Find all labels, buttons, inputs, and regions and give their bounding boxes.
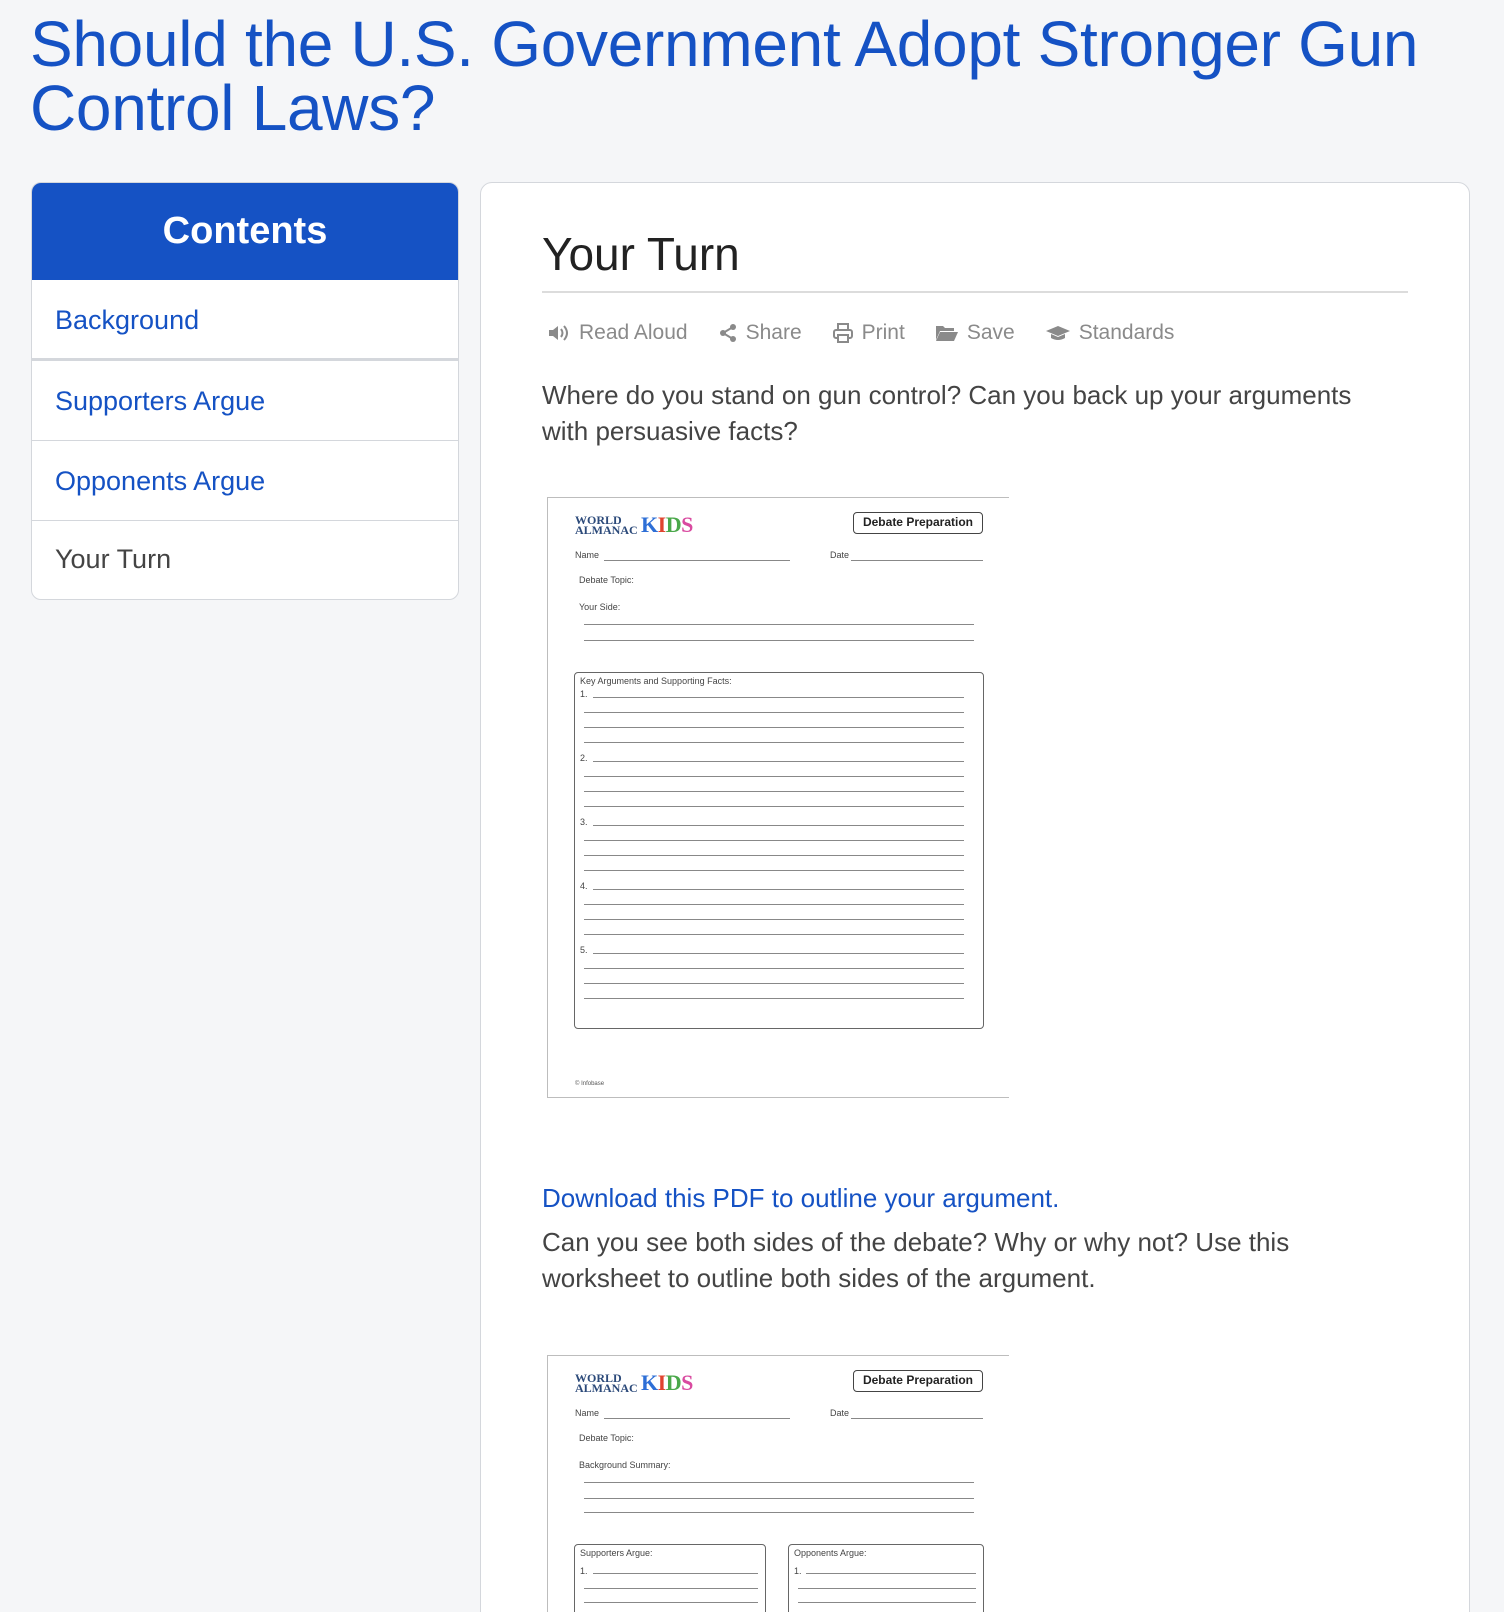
ws-line	[584, 1588, 758, 1589]
world-almanac-kids-logo	[575, 512, 693, 538]
ws-line	[806, 1573, 976, 1574]
save-button[interactable]	[935, 321, 1015, 345]
ws-line	[584, 840, 964, 841]
ws-line	[584, 640, 974, 641]
ws-number: 2.	[580, 753, 588, 763]
ws-date-label: Date	[830, 1408, 850, 1418]
ws-number: 1.	[580, 1566, 588, 1576]
printer-icon	[832, 323, 854, 343]
ws-topic-label: Debate Topic:	[579, 1433, 634, 1443]
ws-line	[584, 998, 964, 999]
sidebar-item-background[interactable]: Background	[32, 280, 458, 360]
title-divider	[542, 291, 1408, 293]
share-button[interactable]	[718, 321, 802, 345]
ws-line	[584, 904, 964, 905]
ws-line	[604, 1418, 790, 1419]
folder-open-icon	[935, 324, 959, 342]
ws-line	[584, 1482, 974, 1483]
ws-side-label: Your Side:	[579, 602, 621, 612]
ws-number: 3.	[580, 817, 588, 827]
ws-line	[584, 968, 964, 969]
prompt-stance: Where do you stand on gun control? Can you back up your arguments with persuasive facts?	[542, 380, 1352, 446]
sidebar-item-supporters-argue[interactable]: Supporters Argue	[32, 360, 458, 440]
ws-arguments-box	[574, 672, 984, 1029]
ws-line	[584, 806, 964, 807]
ws-line	[593, 953, 964, 954]
sidebar-item-opponents-argue[interactable]: Opponents Argue	[32, 440, 458, 520]
graduation-cap-icon	[1045, 324, 1071, 342]
download-pdf-link[interactable]: Download this PDF to outline your argument.	[542, 1183, 1060, 1213]
contents-sidebar	[31, 182, 459, 600]
logo-kids-text: KIDS	[641, 512, 693, 537]
ws-number: 5.	[580, 945, 588, 955]
contents-heading: Contents	[32, 183, 458, 280]
ws-line	[584, 742, 964, 743]
world-almanac-kids-logo	[575, 1370, 693, 1396]
standards-label: Standards	[1078, 321, 1175, 344]
article-toolbar	[547, 311, 1204, 355]
ws-line	[851, 1418, 983, 1419]
ws-line	[584, 870, 964, 871]
prompt-both-sides: Can you see both sides of the debate? Why or why not? Use this worksheet to outline both sides of the argument.	[542, 1227, 1290, 1293]
ws-line	[584, 712, 964, 713]
ws-line	[584, 1498, 974, 1499]
ws-line	[584, 934, 964, 935]
worksheet-badge: Debate Preparation	[853, 1370, 983, 1392]
share-icon	[718, 323, 738, 343]
page-title: Should the U.S. Government Adopt Stronger Gun Control Laws?	[30, 8, 1419, 144]
ws-line	[593, 889, 964, 890]
ws-footer: © Infobase	[575, 1081, 605, 1087]
print-label: Print	[861, 321, 905, 344]
logo-small-text: WORLD ALMANAC	[575, 513, 638, 537]
worksheet-preview-argument[interactable]	[547, 497, 1009, 1098]
ws-line	[584, 919, 964, 920]
ws-line	[593, 761, 964, 762]
ws-line	[593, 1573, 758, 1574]
ws-line	[584, 855, 964, 856]
ws-line	[584, 624, 974, 625]
save-label: Save	[966, 321, 1015, 344]
ws-number: 1.	[580, 689, 588, 699]
ws-line	[584, 791, 964, 792]
ws-line	[604, 560, 790, 561]
content-card	[480, 182, 1470, 1612]
ws-summary-label: Background Summary:	[579, 1460, 671, 1470]
ws-number: 4.	[580, 881, 588, 891]
ws-line	[798, 1588, 976, 1589]
worksheet-badge: Debate Preparation	[853, 512, 983, 534]
ws-opponents-label: Opponents Argue:	[794, 1548, 867, 1558]
share-label: Share	[745, 321, 802, 344]
logo-kids-text: KIDS	[641, 1370, 693, 1395]
ws-name-label: Name	[575, 550, 600, 560]
print-button[interactable]	[832, 321, 905, 345]
ws-topic-label: Debate Topic:	[579, 575, 634, 585]
standards-button[interactable]	[1045, 321, 1175, 345]
logo-small-text: WORLD ALMANAC	[575, 1371, 638, 1395]
ws-line	[593, 697, 964, 698]
speaker-icon	[547, 323, 571, 343]
ws-line	[584, 1602, 758, 1603]
ws-line	[851, 560, 983, 561]
ws-line	[584, 776, 964, 777]
ws-supporters-label: Supporters Argue:	[580, 1548, 653, 1558]
ws-name-label: Name	[575, 1408, 600, 1418]
ws-line	[593, 825, 964, 826]
ws-line	[584, 1512, 974, 1513]
worksheet-preview-both-sides[interactable]	[547, 1355, 1009, 1612]
ws-line	[798, 1602, 976, 1603]
read-aloud-button[interactable]	[547, 321, 688, 345]
ws-box-label: Key Arguments and Supporting Facts:	[580, 676, 732, 686]
ws-line	[584, 727, 964, 728]
ws-line	[584, 983, 964, 984]
ws-date-label: Date	[830, 550, 850, 560]
ws-number: 1.	[794, 1566, 802, 1576]
section-title: Your Turn	[542, 228, 740, 280]
sidebar-item-your-turn[interactable]: Your Turn	[32, 520, 458, 600]
read-aloud-label: Read Aloud	[579, 321, 688, 344]
